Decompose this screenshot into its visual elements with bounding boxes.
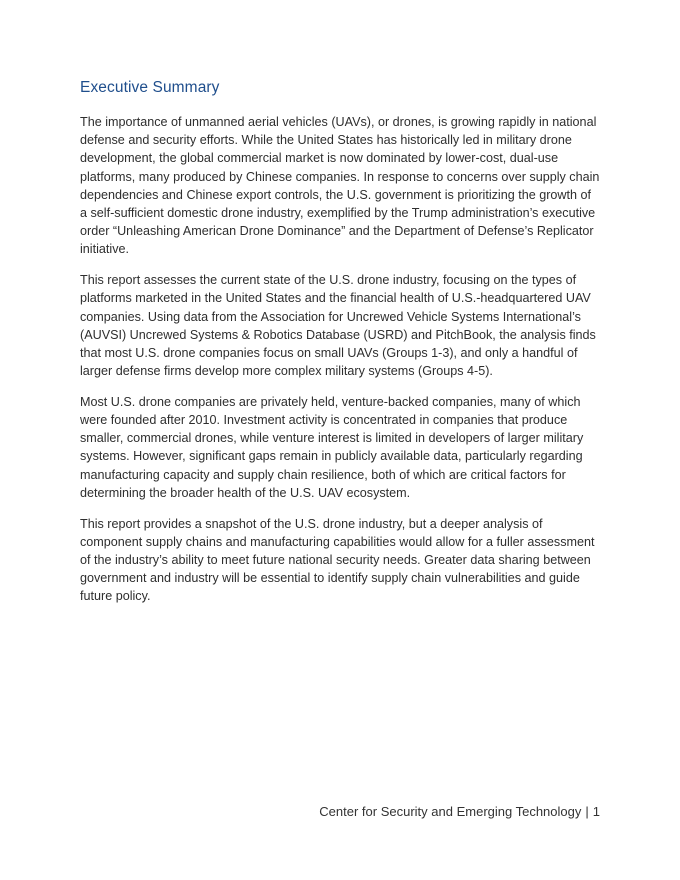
paragraph-1: The importance of unmanned aerial vehicles (UAVs), or drones, is growing rapidly in national defense and security efforts. While the United States has historically led in military drone development, the global commercial market is now dominated by lower-cost, dual-use platforms, many produced by Chinese companies. In response to concerns over supply chain dependencies and Chinese export controls, the U.S. government is prioritizing the growth of a self-sufficient domestic drone industry, exemplified by the Trump administration’s executive order “Unleashing American Drone Dominance” and the Department of Defense’s Replicator initiative. bbox=[80, 115, 600, 257]
executive-summary-body bbox=[80, 113, 600, 618]
page-number: 1 bbox=[592, 804, 600, 819]
paragraph-2: This report assesses the current state of the U.S. drone industry, focusing on the types of platforms marketed in the United States and the financial health of U.S.-headquartered UAV companies. Using data from the Association for Uncrewed Vehicle Systems International’s (AUVSI) Uncrewed Systems & Robotics Database (USRD) and PitchBook, the analysis finds that most U.S. drone companies focus on small UAVs (Groups 1-3), and only a handful of larger defense firms develop more complex military systems (Groups 4-5). bbox=[80, 273, 596, 379]
page-footer bbox=[319, 804, 600, 819]
paragraph-4: This report provides a snapshot of the U.S. drone industry, but a deeper analysis of component supply chains and manufacturing capabilities would allow for a fuller assessment of the industry’s ability to meet future national security needs. Greater data sharing between government and industry will be essential to identify supply chain vulnerabilities and guide future policy. bbox=[80, 516, 595, 604]
footer-organization: Center for Security and Emerging Technology bbox=[319, 804, 582, 819]
paragraph-3: Most U.S. drone companies are privately held, venture-backed companies, many of which were founded after 2010. Investment activity is concentrated in companies that produce smaller, commercial drones, while venture interest is limited in developers of larger military systems. However, significant gaps remain in publicly available data, particularly regarding manufacturing capacity and supply chain resilience, both of which are critical factors for determining the broader health of the U.S. UAV ecosystem. bbox=[80, 394, 584, 500]
section-heading: Executive Summary bbox=[80, 79, 220, 96]
footer-separator: | bbox=[585, 804, 589, 819]
